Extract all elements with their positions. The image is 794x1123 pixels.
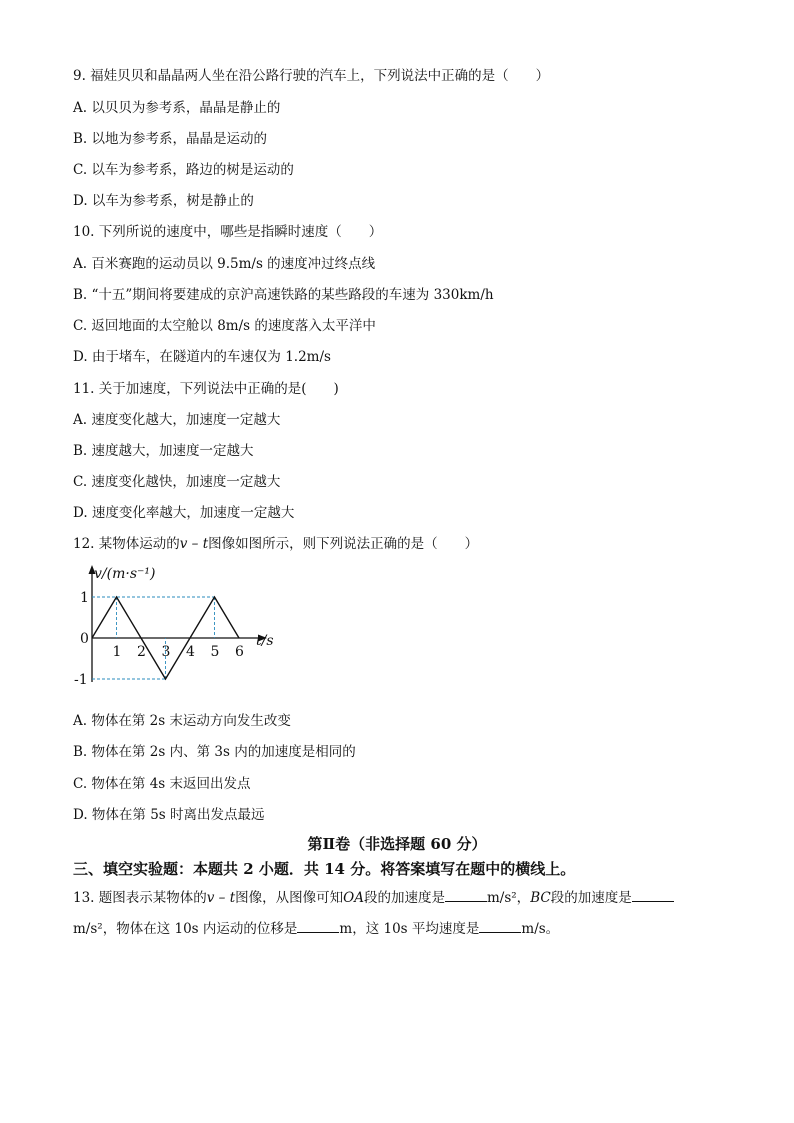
answer-blank-oa-acceleration[interactable] bbox=[445, 887, 487, 902]
question-10-option-a: A. 百米赛跑的运动员以 9.5m/s 的速度冲过终点线 bbox=[73, 256, 376, 272]
question-13-text-6: m/s。 bbox=[521, 921, 560, 937]
question-12-stem bbox=[73, 535, 478, 553]
question-9-option-b: B. 以地为参考系，晶晶是运动的 bbox=[73, 131, 268, 147]
question-11-option-b: B. 速度越大，加速度一定越大 bbox=[73, 443, 254, 459]
question-13-line-1 bbox=[73, 887, 674, 907]
question-9-option-c: C. 以车为参考系，路边的树是运动的 bbox=[73, 162, 294, 178]
question-13-text-5: m，这 10s 平均速度是 bbox=[339, 921, 480, 937]
x-tick-label: 2 bbox=[137, 644, 146, 660]
question-9-option-d: D. 以车为参考系，树是静止的 bbox=[73, 193, 254, 209]
question-12-stem-var: v – t bbox=[179, 536, 209, 552]
question-10-stem: 10. 下列所说的速度中，哪些是指瞬时速度（ ） bbox=[73, 224, 383, 240]
question-13-text-4: 段的加速度是 bbox=[550, 890, 632, 906]
question-10-option-b: B. “十五”期间将要建成的京沪高速铁路的某些路段的车速为 330km/h bbox=[73, 287, 494, 303]
answer-blank-displacement[interactable] bbox=[297, 918, 339, 933]
question-11-stem: 11. 关于加速度，下列说法中正确的是( ) bbox=[73, 381, 339, 397]
question-12-option-c: C. 物体在第 4s 末返回出发点 bbox=[73, 776, 251, 792]
question-11-option-c: C. 速度变化越快，加速度一定越大 bbox=[73, 474, 281, 490]
question-13-bc: BC bbox=[530, 890, 551, 906]
vt-chart bbox=[70, 560, 310, 695]
x-tick-label: 3 bbox=[161, 644, 171, 660]
question-12-stem-post: 图像如图所示，则下列说法正确的是（ ） bbox=[208, 536, 479, 552]
question-13-line-2 bbox=[73, 918, 559, 938]
question-13-text-3: 段的加速度是 bbox=[363, 890, 445, 906]
x-axis-label: t/s bbox=[256, 633, 274, 649]
x-tick-label: 4 bbox=[186, 644, 195, 660]
question-12-option-d: D. 物体在第 5s 时离出发点最远 bbox=[73, 807, 265, 823]
answer-blank-average-velocity[interactable] bbox=[479, 918, 521, 933]
question-9-option-a: A. 以贝贝为参考系，晶晶是静止的 bbox=[73, 100, 281, 116]
question-9-stem: 9. 福娃贝贝和晶晶两人坐在沿公路行驶的汽车上，下列说法中正确的是（ ） bbox=[73, 68, 550, 84]
section-3-heading: 三、填空实验题：本题共 2 小题．共 14 分。将答案填写在题中的横线上。 bbox=[73, 860, 576, 878]
part-2-title: 第Ⅱ卷（非选择题 60 分） bbox=[307, 835, 487, 853]
question-13-unit-2: m/s²，物体在这 10s 内运动的位移是 bbox=[73, 921, 298, 937]
y-tick-label: 1 bbox=[80, 590, 89, 606]
question-10-option-c: C. 返回地面的太空舱以 8m/s 的速度落入太平洋中 bbox=[73, 318, 376, 334]
question-13-oa: OA bbox=[343, 890, 364, 906]
question-13-text-1: 13. 题图表示某物体的 bbox=[73, 890, 207, 906]
y-tick-label: -1 bbox=[74, 672, 88, 688]
y-tick-label: 0 bbox=[80, 631, 89, 647]
x-tick-label: 5 bbox=[210, 644, 220, 660]
x-tick-label: 6 bbox=[235, 644, 244, 660]
question-13-var: v – t bbox=[206, 890, 236, 906]
y-axis-label: v/(m·s⁻¹) bbox=[94, 566, 156, 582]
question-12-stem-pre: 12. 某物体运动的 bbox=[73, 536, 180, 552]
question-11-option-d: D. 速度变化率越大，加速度一定越大 bbox=[73, 505, 295, 521]
question-13-unit-1: m/s²， bbox=[486, 890, 531, 906]
question-12-option-b: B. 物体在第 2s 内、第 3s 内的加速度是相同的 bbox=[73, 744, 356, 760]
answer-blank-bc-acceleration[interactable] bbox=[632, 887, 674, 902]
question-12-option-a: A. 物体在第 2s 末运动方向发生改变 bbox=[73, 713, 291, 729]
question-11-option-a: A. 速度变化越大，加速度一定越大 bbox=[73, 412, 281, 428]
question-10-option-d: D. 由于堵车，在隧道内的车速仅为 1.2m/s bbox=[73, 349, 331, 365]
x-tick-label: 1 bbox=[112, 644, 122, 660]
question-13-text-2: 图像，从图像可知 bbox=[235, 890, 344, 906]
